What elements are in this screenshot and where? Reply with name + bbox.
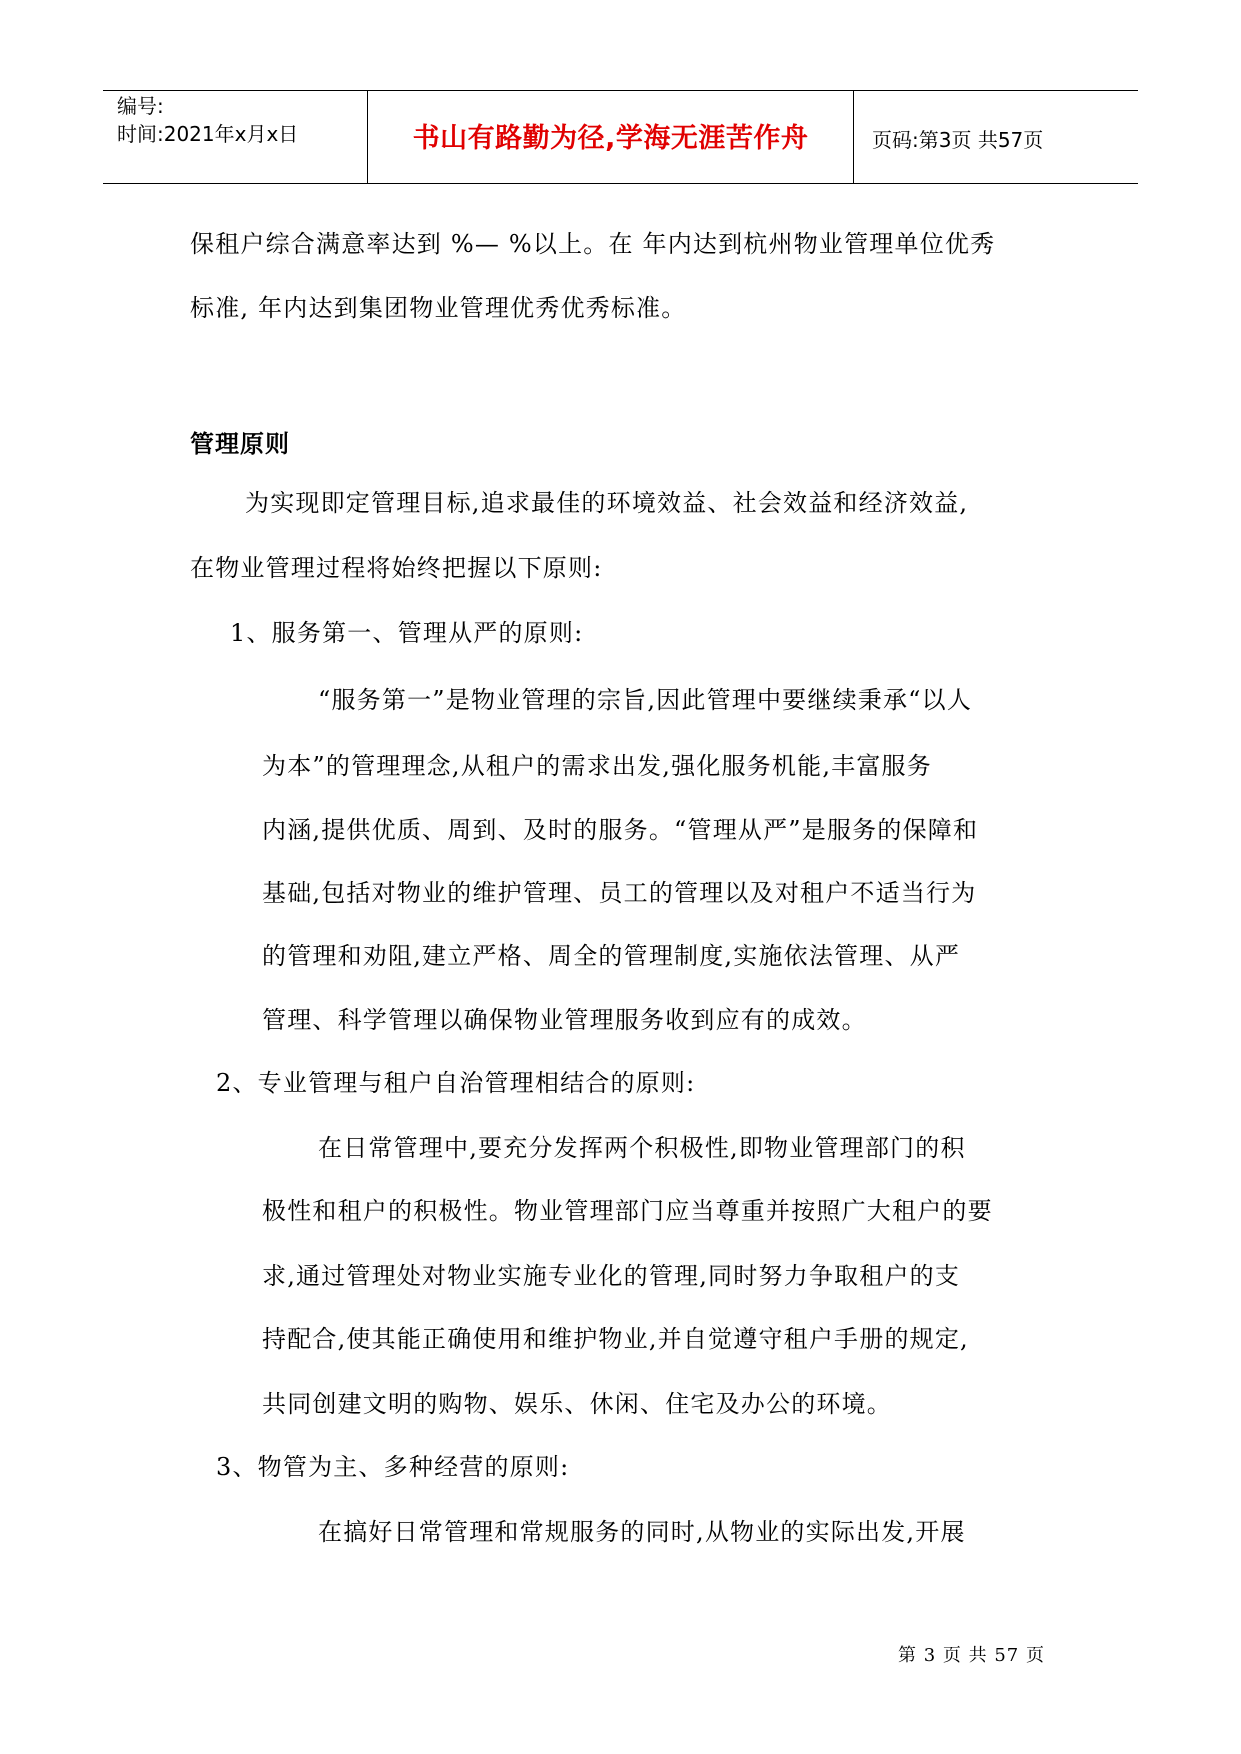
number-label: 编号:	[117, 94, 164, 118]
motto-text: 书山有路勤为径,学海无涯苦作舟	[412, 122, 809, 154]
time-label: 时间:2021年x月x日	[117, 122, 299, 146]
paragraph-line: 标准, 年内达到集团物业管理优秀优秀标准。	[190, 294, 687, 322]
paragraph-line: 为实现即定管理目标,追求最佳的环境效益、社会效益和经济效益,	[245, 489, 969, 517]
section-heading: 管理原则	[190, 430, 290, 458]
paragraph-line: 管理、科学管理以确保物业管理服务收到应有的成效。	[262, 1006, 867, 1034]
principle-title: 1、服务第一、管理从严的原则:	[230, 619, 584, 647]
paragraph-line: 求,通过管理处对物业实施专业化的管理,同时努力争取租户的支	[262, 1262, 961, 1290]
paragraph-line: 在日常管理中,要充分发挥两个积极性,即物业管理部门的积	[318, 1134, 966, 1162]
paragraph-line: 的管理和劝阻,建立严格、周全的管理制度,实施依法管理、从严	[262, 942, 961, 970]
paragraph-line: 基础,包括对物业的维护管理、员工的管理以及对租户不适当行为	[262, 879, 977, 907]
principle-title: 2、专业管理与租户自治管理相结合的原则:	[216, 1069, 696, 1097]
paragraph-line: 极性和租户的积极性。物业管理部门应当尊重并按照广大租户的要	[262, 1197, 993, 1225]
page-code: 页码:第3页 共57页	[872, 128, 1044, 152]
paragraph-line: 在搞好日常管理和常规服务的同时,从物业的实际出发,开展	[318, 1518, 966, 1546]
principle-title: 3、物管为主、多种经营的原则:	[216, 1453, 570, 1481]
paragraph-line: 内涵,提供优质、周到、及时的服务。“管理从严”是服务的保障和	[262, 816, 979, 844]
paragraph-line: 在物业管理过程将始终把握以下原则:	[190, 554, 603, 582]
paragraph-line: 持配合,使其能正确使用和维护物业,并自觉遵守租户手册的规定,	[262, 1325, 969, 1353]
page-footer: 第 3 页 共 57 页	[898, 1645, 1045, 1666]
paragraph-line: “服务第一”是物业管理的宗旨,因此管理中要继续秉承“以人	[318, 686, 973, 714]
paragraph-line: 保租户综合满意率达到 %— %以上。在 年内达到杭州物业管理单位优秀	[190, 230, 996, 258]
paragraph-line: 为本”的管理理念,从租户的需求出发,强化服务机能,丰富服务	[262, 752, 932, 780]
paragraph-line: 共同创建文明的购物、娱乐、休闲、住宅及办公的环境。	[262, 1390, 892, 1418]
